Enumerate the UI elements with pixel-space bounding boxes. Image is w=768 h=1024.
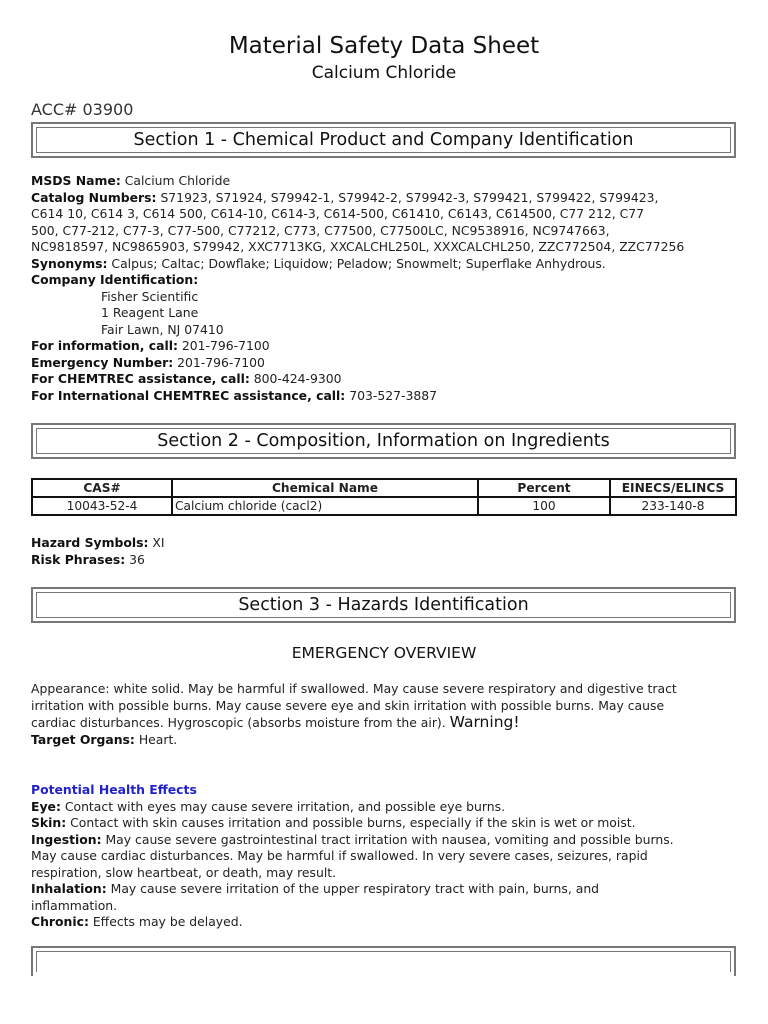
company-name: Fisher Scientific (101, 288, 199, 304)
intl-chemtrec-line (31, 388, 743, 405)
table-header-row (32, 479, 736, 497)
appearance-line-1: Appearance: white solid. May be harmful if swallowed. May cause severe respiratory and digestive tract (31, 681, 677, 696)
page-title: Material Safety Data Sheet (228, 33, 540, 59)
skin-line (31, 815, 743, 832)
msds-name-line (31, 173, 743, 190)
ingredients-table (31, 478, 737, 516)
health-effects-title: Potential Health Effects (31, 782, 197, 797)
table-header: CAS# (32, 479, 172, 497)
emergency-value: 201-796-7100 (173, 354, 265, 370)
hazard-symbols-line (31, 535, 743, 552)
synonyms-value: Calpus; Caltac; Dowflake; Liquidow; Peladow; Snowmelt; Superflake Anhydrous. (107, 255, 606, 271)
chemtrec-value: 800-424-9300 (249, 371, 342, 386)
appearance-text-3: cardiac disturbances. Hygroscopic (absorbs moisture from the air). (31, 715, 450, 730)
table-row (32, 497, 736, 515)
catalog-line-3: 500, C77-212, C77-3, C77-500, C77212, C773, C77500, C77500LC, NC9538916, NC9747663, (31, 222, 610, 238)
table-cell: Calcium chloride (cacl2) (172, 497, 478, 515)
section-2-heading-box (31, 423, 736, 459)
synonyms-line (31, 256, 743, 273)
target-organs-value: Heart. (134, 731, 178, 747)
intl-chemtrec-label: For International CHEMTREC assistance, call: (31, 387, 346, 403)
hazard-info (31, 535, 743, 568)
chronic-label: Chronic: (31, 914, 89, 929)
skin-value: Contact with skin causes irritation and possible burns, especially if the skin is wet or moist. (66, 815, 636, 830)
msds-name-value: Calcium Chloride (120, 173, 231, 188)
emergency-label: Emergency Number: (31, 354, 174, 370)
table-header: Percent (478, 479, 610, 497)
ingestion-line-1 (31, 832, 743, 849)
company-city: Fair Lawn, NJ 07410 (101, 321, 224, 337)
hazard-symbols-label: Hazard Symbols: (31, 535, 149, 550)
table-cell: 100 (478, 497, 610, 515)
inhalation-line-1 (31, 881, 743, 898)
eye-label: Eye: (31, 798, 61, 814)
section-3-heading: Section 3 - Hazards Identification (36, 592, 731, 618)
company-street: 1 Reagent Lane (101, 305, 199, 320)
appearance-line-3 (31, 714, 743, 732)
target-organs-line (31, 732, 743, 749)
section-1-heading-box (31, 122, 736, 158)
chronic-value: Effects may be delayed. (88, 914, 243, 929)
info-call-label: For information, call: (31, 338, 178, 353)
inhalation-value-1: May cause severe irritation of the upper respiratory tract with pain, burns, and (106, 881, 600, 896)
ingestion-value-1: May cause severe gastrointestinal tract irritation with nausea, vomiting and possible burns. (101, 831, 674, 847)
risk-phrases-line (31, 552, 743, 569)
emergency-overview-title: EMERGENCY OVERVIEW (291, 644, 477, 662)
msds-name-label: MSDS Name: (31, 173, 121, 188)
company-label: Company Identification: (31, 272, 199, 287)
ingestion-line-2: May cause cardiac disturbances. May be harmful if swallowed. In very severe cases, seizures, rapid (31, 848, 648, 863)
catalog-line-2: C614 10, C614 3, C614 500, C614-10, C614-3, C614-500, C61410, C6143, C614500, C77 212, C77 (31, 206, 645, 221)
table-header: EINECS/ELINCS (610, 479, 736, 497)
overview-body (31, 681, 743, 748)
inhalation-line-2: inflammation. (31, 897, 118, 913)
next-section-box (31, 946, 736, 976)
ingestion-line-3: respiration, slow heartbeat, or death, may result. (31, 864, 337, 880)
section-3-heading-box (31, 587, 736, 623)
section-1-body (31, 173, 743, 404)
acc-number: ACC# 03900 (31, 100, 134, 119)
catalog-line-4: NC9818597, NC9865903, S79942, XXC7713KG, XXCALCHL250L, XXXCALCHL250, ZZC772504, ZZC77256 (31, 239, 685, 254)
chemtrec-line (31, 371, 743, 388)
catalog-label: Catalog Numbers: (31, 189, 157, 205)
appearance-line-2: irritation with possible burns. May cause severe eye and skin irritation with possible burns. May cause (31, 697, 665, 713)
page-subtitle: Calcium Chloride (311, 63, 457, 83)
next-section-inner (36, 951, 731, 972)
chemtrec-label: For CHEMTREC assistance, call: (31, 371, 250, 386)
hazard-symbols-value: XI (148, 535, 165, 550)
catalog-value-1: S71923, S71924, S79942-1, S79942-2, S79942-3, S799421, S799422, S799423, (156, 189, 659, 205)
table-cell: 10043-52-4 (32, 497, 172, 515)
intl-chemtrec-value: 703-527-3887 (345, 387, 437, 403)
eye-line (31, 799, 743, 816)
chronic-line (31, 914, 743, 931)
risk-phrases-value: 36 (125, 551, 145, 567)
eye-value: Contact with eyes may cause severe irritation, and possible eye burns. (60, 798, 506, 814)
inhalation-label: Inhalation: (31, 881, 107, 896)
section-1-heading: Section 1 - Chemical Product and Company Identification (36, 127, 731, 153)
table-header: Chemical Name (172, 479, 478, 497)
synonyms-label: Synonyms: (31, 255, 108, 271)
skin-label: Skin: (31, 815, 67, 830)
table-cell: 233-140-8 (610, 497, 736, 515)
health-effects (31, 782, 743, 931)
ingestion-label: Ingestion: (31, 831, 102, 847)
emergency-line (31, 355, 743, 372)
risk-phrases-label: Risk Phrases: (31, 551, 126, 567)
target-organs-label: Target Organs: (31, 731, 135, 747)
warning-label: Warning! (449, 713, 520, 731)
info-call-value: 201-796-7100 (177, 338, 270, 353)
info-call-line (31, 338, 743, 355)
section-2-heading: Section 2 - Composition, Information on Ingredients (36, 428, 731, 454)
catalog-line-1 (31, 190, 743, 207)
